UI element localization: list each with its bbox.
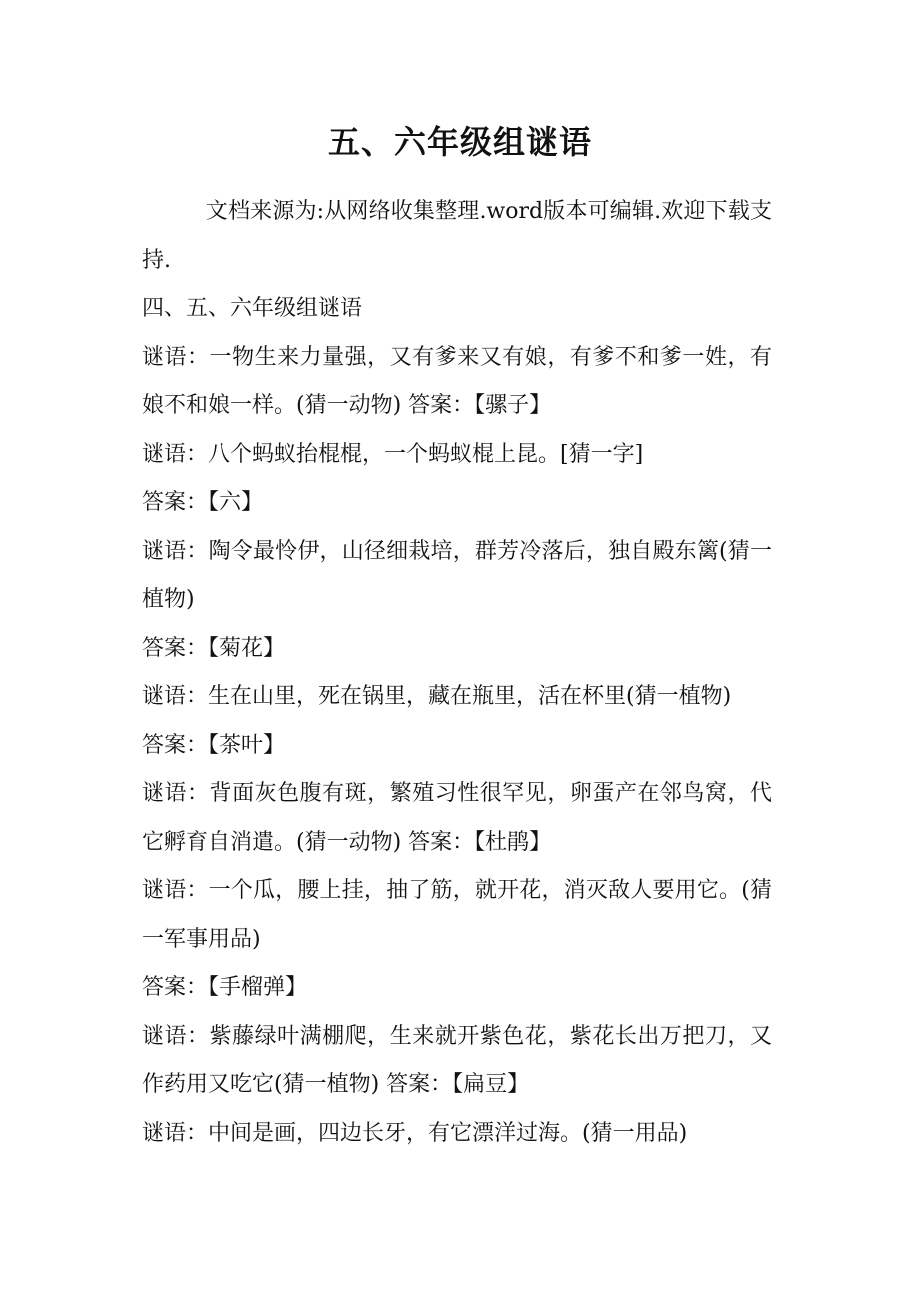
document-title: 五、六年级组谜语 [327, 123, 592, 161]
answer-paragraph: 答案：【手榴弹】 [142, 975, 308, 1000]
answer-paragraph: 答案：【菊花】 [142, 635, 286, 661]
riddle-paragraph: 谜语：生在山里，死在锅里，藏在瓶里，活在杯里(猜一植物) [142, 684, 732, 709]
section-heading: 四、五、六年级组谜语 [142, 296, 363, 321]
answer-paragraph: 答案：【茶叶】 [142, 732, 286, 758]
riddle-paragraph: 谜语：背面灰色腹有斑，繁殖习性很罕见，卵蛋产在邻鸟窝，代它孵育自消遣。(猜一动物) 答案：【杜鹃】 [142, 781, 772, 855]
riddle-paragraph: 谜语：一个瓜，腰上挂，抽了筋，就开花，消灭敌人要用它。(猜一军事用品) [142, 878, 772, 952]
riddle-paragraph: 谜语：陶令最怜伊，山径细栽培，群芳冷落后，独自殿东篱(猜一植物) [142, 538, 772, 612]
riddle-paragraph: 谜语：紫藤绿叶满棚爬，生来就开紫色花，紫花长出万把刀，又作药用又吃它(猜一植物) 答案：【扁豆】 [142, 1023, 772, 1097]
riddle-paragraph: 谜语：中间是画，四边长牙，有它漂洋过海。(猜一用品) [142, 1120, 688, 1146]
answer-paragraph: 答案：【六】 [142, 490, 264, 515]
riddle-paragraph: 谜语：一物生来力量强，又有爹来又有娘，有爹不和爹一姓，有娘不和娘一样。(猜一动物) 答案：【骡子】 [142, 344, 772, 418]
document-body [142, 188, 772, 1158]
riddle-paragraph: 谜语：八个蚂蚁抬棍棍，一个蚂蚁棍上昆。[猜一字] [142, 441, 644, 467]
source-note: 文档来源为:从网络收集整理.word版本可编辑.欢迎下载支持. [142, 199, 772, 273]
